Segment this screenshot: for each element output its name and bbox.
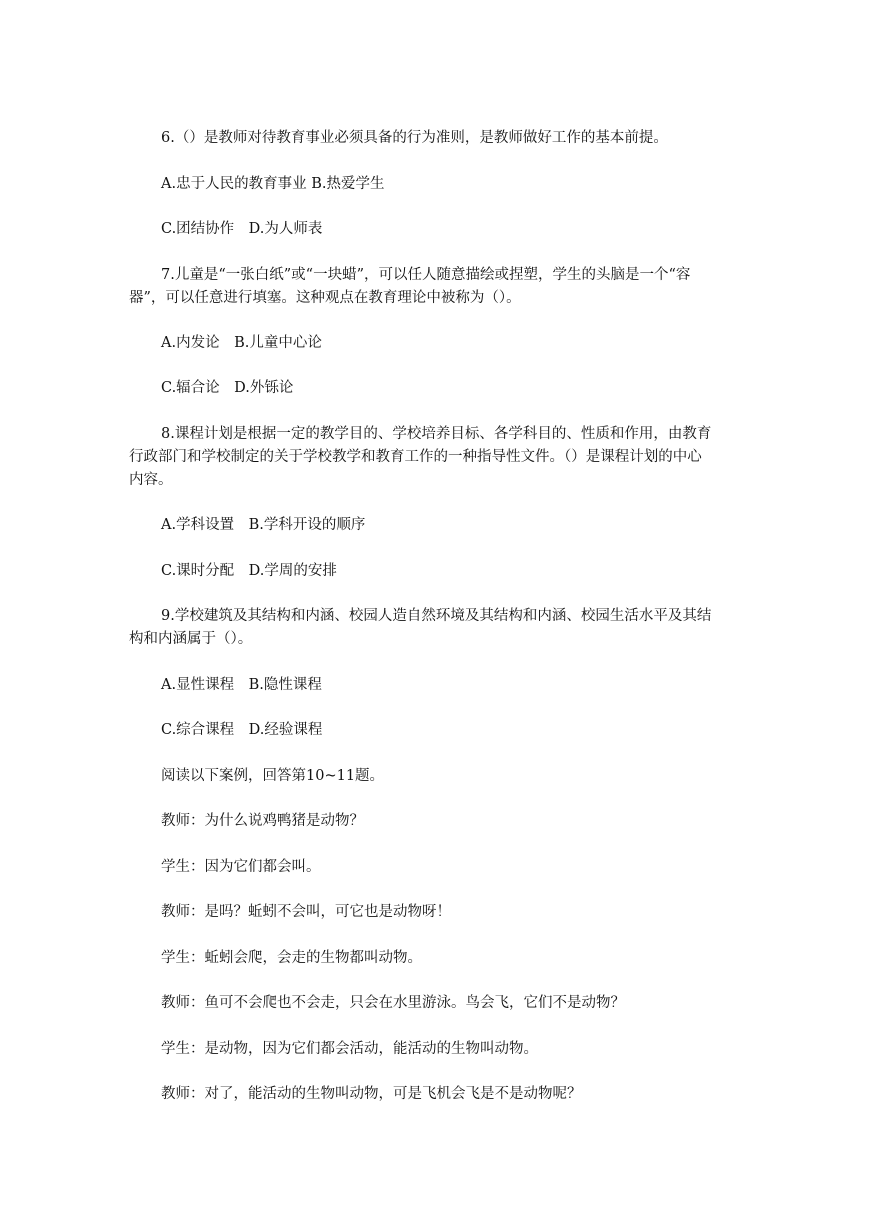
question-8-stem-line2: 行政部门和学校制定的关于学校教学和教育工作的一种指导性文件。（）是课程计划的中心 [129,449,702,465]
question-7-stem-line1: 7.儿童是“一张白纸”或“一块蜡”，可以任人随意描绘或捏塑，学生的头脑是一个“容 [161,267,691,283]
question-7-stem [129,264,749,310]
question-9-options-ab: A.显性课程 B.隐性课程 [161,677,322,693]
question-8-stem-line1: 8.课程计划是根据一定的教学目的、学校培养目标、各学科目的、性质和作用，由教育 [161,426,712,442]
question-9-options-cd: C.综合课程 D.经验课程 [161,722,323,738]
question-7-stem-line2: 器”，可以任意进行填塞。这种观点在教育理论中被称为（）。 [129,290,521,306]
question-8-stem [129,423,749,492]
question-8-options-cd: C.课时分配 D.学周的安排 [161,563,337,579]
question-8-options-ab: A.学科设置 B.学科开设的顺序 [161,517,366,533]
question-9-stem-line2: 构和内涵属于（）。 [129,631,253,647]
dialogue-line: 教师：鱼可不会爬也不会走，只会在水里游泳。鸟会飞，它们不是动物？ [161,995,625,1011]
question-8-stem-line3: 内容。 [129,472,173,488]
dialogue-line: 学生：蚯蚓会爬，会走的生物都叫动物。 [161,950,422,966]
dialogue-line: 学生：因为它们都会叫。 [161,859,321,875]
case-intro: 阅读以下案例，回答第10~11题。 [161,768,385,784]
dialogue-line: 教师：对了，能活动的生物叫动物，可是飞机会飞是不是动物呢？ [161,1086,582,1102]
dialogue-line: 教师：是吗？蚯蚓不会叫，可它也是动物呀！ [161,904,451,920]
dialogue-line: 学生：是动物，因为它们都会活动，能活动的生物叫动物。 [161,1041,538,1057]
question-6-options-cd: C.团结协作 D.为人师表 [161,221,323,237]
question-7-options-cd: C.辐合论 D.外铄论 [161,380,294,396]
question-6-options-ab: A.忠于人民的教育事业 B.热爱学生 [161,176,385,192]
question-9-stem-line1: 9.学校建筑及其结构和内涵、校园人造自然环境及其结构和内涵、校园生活水平及其结 [161,608,712,624]
question-6-stem [129,127,749,150]
question-7-options-ab: A.内发论 B.儿童中心论 [161,335,322,351]
question-6-stem-text: 6.（）是教师对待教育事业必须具备的行为准则，是教师做好工作的基本前提。 [161,130,668,146]
dialogue-line: 教师：为什么说鸡鸭猪是动物？ [161,813,364,829]
question-9-stem [129,605,749,651]
